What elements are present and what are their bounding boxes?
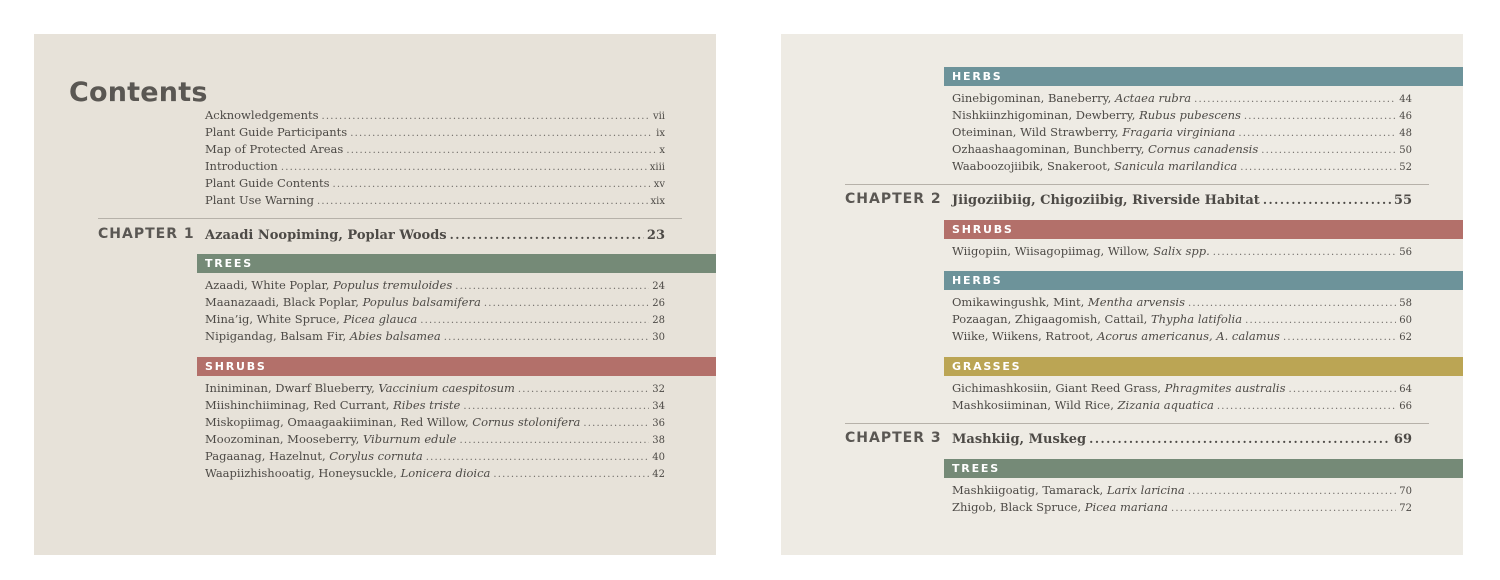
divider — [845, 184, 1429, 185]
toc-entry: Nipigandag, Balsam Fir, Abies balsamea ..... 30 — [205, 328, 665, 345]
toc-entry: Azaadi, White Poplar, Populus tremuloides ..... 24 — [205, 277, 665, 294]
toc-entry: Ginebigominan, Baneberry, Actaea rubra ..... 44 — [952, 90, 1412, 107]
toc-entry: Ininiminan, Dwarf Blueberry, Vaccinium caespitosum ..... 32 — [205, 380, 665, 397]
toc-entry: Nishkiinzhigominan, Dewberry, Rubus pubescens ..... 46 — [952, 107, 1412, 124]
section-heading-shrubs: SHRUBS — [944, 220, 1463, 239]
toc-entry: Maanazaadi, Black Poplar, Populus balsamifera ..... 26 — [205, 294, 665, 311]
toc-entry: Plant Guide Contents ..... xv — [205, 175, 665, 192]
divider — [845, 423, 1429, 424]
contents-title: Contents — [69, 77, 208, 108]
toc-entry: Plant Guide Participants ..... ix — [205, 124, 665, 141]
toc-entry: Introduction ..... xiii — [205, 158, 665, 175]
chapter-title: Azaadi Noopiming, Poplar Woods ..... 23 — [205, 225, 665, 245]
toc-entry: Plant Use Warning ..... xix — [205, 192, 665, 209]
chapter-label: CHAPTER 3 — [845, 430, 942, 446]
toc-entry: Gichimashkosiin, Giant Reed Grass, Phragmites australis ..... 64 — [952, 380, 1412, 397]
toc-entry: Zhigob, Black Spruce, Picea mariana ..... 72 — [952, 499, 1412, 516]
section-heading-trees: TREES — [197, 254, 716, 273]
toc-entry: Mashkiigoatig, Tamarack, Larix laricina ..... 70 — [952, 482, 1412, 499]
toc-entry: Miishinchiiminag, Red Currant, Ribes triste ..... 34 — [205, 397, 665, 414]
left-page — [34, 34, 716, 555]
toc-entry: Wiike, Wiikens, Ratroot, Acorus americanus, A. calamus ..... 62 — [952, 328, 1412, 345]
right-page — [781, 34, 1463, 555]
section-heading-herbs: HERBS — [944, 271, 1463, 290]
toc-entry: Pagaanag, Hazelnut, Corylus cornuta ..... 40 — [205, 448, 665, 465]
divider — [98, 218, 682, 219]
section-heading-trees: TREES — [944, 459, 1463, 478]
toc-entry: Ozhaashaagominan, Bunchberry, Cornus canadensis ..... 50 — [952, 141, 1412, 158]
chapter-title: Mashkiig, Muskeg ..... 69 — [952, 429, 1412, 449]
section-heading-grasses: GRASSES — [944, 357, 1463, 376]
toc-entry: Moozominan, Mooseberry, Viburnum edule ..... 38 — [205, 431, 665, 448]
toc-entry: Pozaagan, Zhigaagomish, Cattail, Thypha latifolia ..... 60 — [952, 311, 1412, 328]
toc-entry: Map of Protected Areas ..... x — [205, 141, 665, 158]
toc-entry: Acknowledgements ..... vii — [205, 107, 665, 124]
section-heading-shrubs: SHRUBS — [197, 357, 716, 376]
chapter-label: CHAPTER 1 — [98, 226, 195, 242]
toc-entry: Mashkosiiminan, Wild Rice, Zizania aquatica ..... 66 — [952, 397, 1412, 414]
toc-entry: Omikawingushk, Mint, Mentha arvensis ..... 58 — [952, 294, 1412, 311]
chapter-label: CHAPTER 2 — [845, 191, 942, 207]
chapter-title: Jiigoziibiig, Chigoziibig, Riverside Habitat ..... 55 — [952, 190, 1412, 210]
toc-entry: Wiigopiin, Wiisagopiimag, Willow, Salix spp. ..... 56 — [952, 243, 1412, 260]
toc-entry: Waapiizhishooatig, Honeysuckle, Lonicera dioica ..... 42 — [205, 465, 665, 482]
toc-entry: Mina’ig, White Spruce, Picea glauca ..... 28 — [205, 311, 665, 328]
toc-entry: Miskopiimag, Omaagaakiiminan, Red Willow, Cornus stolonifera ..... 36 — [205, 414, 665, 431]
toc-entry: Waaboozojiibik, Snakeroot, Sanicula marilandica ..... 52 — [952, 158, 1412, 175]
section-heading-herbs: HERBS — [944, 67, 1463, 86]
toc-entry: Oteiminan, Wild Strawberry, Fragaria virginiana ..... 48 — [952, 124, 1412, 141]
